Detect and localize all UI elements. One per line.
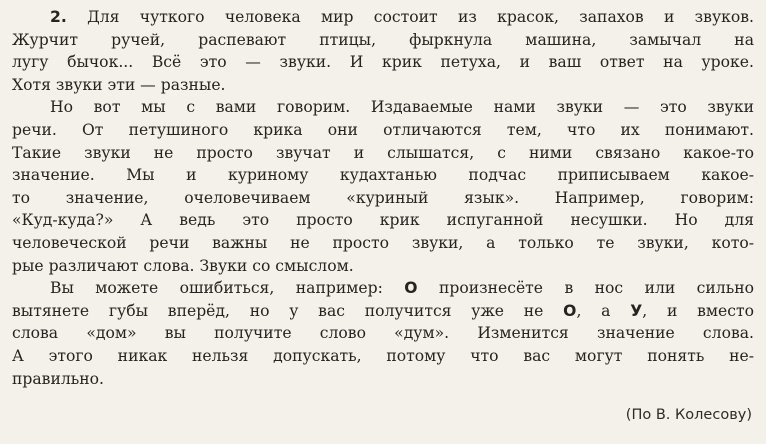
text-line: то значение, очеловечиваем «куриный язык». Например, говорим: [12,188,754,207]
text-line: Такие звуки не просто звучат и слышатся, с ними связано какое-то [12,143,754,162]
emphasized-letter: О [404,279,418,298]
text-line: речи. От петушиного крика они отличаются тем, что их понимают. [12,120,754,139]
text-line: рые различают слова. Звуки со смыслом. [12,256,354,275]
text-line [12,300,754,323]
paragraph-3 [12,277,754,390]
line-text: вытянете губы вперёд, но у вас получится уже не [12,301,544,320]
paragraph-1 [12,6,754,96]
emphasized-letter: О [563,301,577,320]
text-line: человеческой речи важны не просто звуки, а только те звуки, кото- [12,233,754,252]
text-line: Хотя звуки эти — разные. [12,75,226,94]
emphasized-letter: У [630,301,643,320]
text-line: А этого никак нельзя допускать, потому что вас могут понять не- [12,346,754,365]
text-line: Журчит ручей, распевают птицы, фыркнула машина, замычал на [12,30,754,49]
text-line [12,6,754,29]
source-attribution: (По В. Колесову) [625,407,752,423]
text-line: слова «дом» вы получите слово «дум». Изменится значение слова. [12,324,754,343]
paragraph-2 [12,96,754,277]
exercise-number: 2. [50,8,67,26]
line-text: произнесёте в нос или сильно [438,279,754,298]
text-line: лугу бычок... Всё это — звуки. И крик петуха, и ваш ответ на уроке. [12,53,754,72]
text-line: значение. Мы и куриному кудахтанью подчас приписываем какое- [12,166,754,185]
text-line [12,277,754,300]
text-line: Но вот мы с вами говорим. Издаваемые нами звуки — это звуки [50,98,754,117]
line-text: , и вместо [642,301,754,320]
text-line: «Куд-куда?» А ведь это просто крик испуганной несушки. Но для [12,211,754,230]
text-line: правильно. [12,369,104,388]
line-text: , а [576,301,611,320]
line-text: Вы можете ошибиться, например: [50,279,383,298]
line-text: Для чуткого человека мир состоит из красок, запахов и звуков. [87,8,754,26]
